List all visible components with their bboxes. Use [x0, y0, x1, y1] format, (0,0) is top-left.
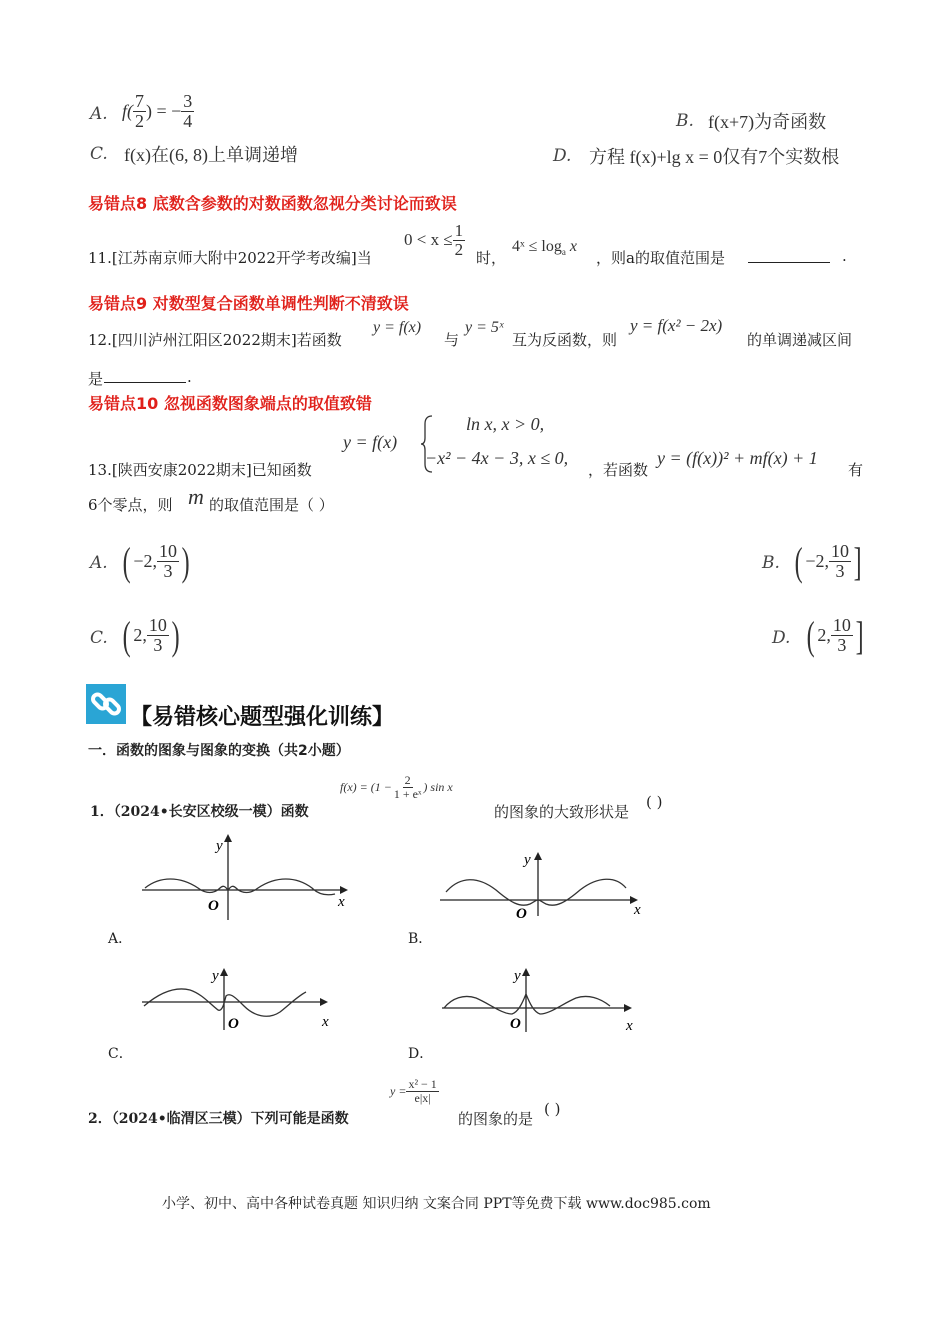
paren-open: ( — [806, 613, 815, 658]
p1-answer-paren[interactable]: ( ) — [646, 793, 663, 811]
p1-func-fraction — [392, 774, 424, 800]
graph-b[interactable] — [438, 848, 648, 918]
y-arrow-icon — [220, 968, 228, 976]
x-arrow-icon — [320, 998, 328, 1006]
q13-line2: 6个零点，则 — [88, 496, 173, 514]
interval-fraction — [157, 542, 179, 581]
q11-ineq-x: x — [565, 238, 577, 255]
q11-condition — [404, 222, 465, 259]
y-arrow-icon — [534, 852, 542, 860]
bracket-close: ] — [853, 539, 862, 584]
q11-cond-fraction — [453, 222, 466, 259]
q13-m: m — [188, 484, 204, 509]
q13-option-a-label: A. — [90, 553, 108, 573]
option-a-expression — [122, 92, 194, 131]
bracket-close: ] — [855, 613, 864, 658]
q13-suffix: 有 — [848, 461, 864, 479]
origin-label: O — [516, 906, 527, 918]
origin-label: O — [208, 898, 219, 914]
q11-end: . — [842, 247, 847, 265]
p1-suffix: 的图象的大致形状是 — [494, 803, 630, 821]
option-a-expr-mid: ) = − — [146, 100, 182, 121]
q12-suffix: 的单调递减区间 — [747, 331, 853, 349]
option-a-expr-pre: f( — [122, 100, 133, 121]
q13-option-d-interval — [804, 612, 866, 659]
q11-answer-blank[interactable] — [748, 262, 830, 263]
paren-open: ( — [122, 613, 131, 658]
p2-prefix: 2．（2024•临渭区三模）下列可能是函数 — [88, 1111, 349, 1127]
frac-num: 7 — [135, 91, 144, 111]
q11-suffix: ，则a的取值范围是 — [596, 249, 725, 267]
p2-answer-paren[interactable]: ( ) — [544, 1100, 561, 1118]
frac-den: 3 — [837, 635, 847, 655]
graph-c-label: C． — [108, 1046, 133, 1062]
y-arrow-icon — [522, 968, 530, 976]
x-label: x — [634, 902, 641, 918]
curve — [446, 879, 626, 905]
interval-left: 2, — [133, 625, 147, 645]
frac-num: x² − 1 — [408, 1077, 437, 1091]
q11-cond-pre: 0 < x ≤ — [404, 230, 453, 250]
q12-line2-prefix: 是 — [88, 370, 104, 388]
p2-func-pre: y = — [390, 1083, 407, 1098]
q11-mid: 时， — [476, 249, 507, 267]
y-label: y — [514, 968, 521, 984]
frac-den: 1 + eˣ — [393, 786, 422, 801]
y-arrow-icon — [224, 834, 232, 842]
interval-fraction — [829, 542, 851, 581]
interval-left: −2, — [805, 551, 829, 571]
q13-case-1: ln x, x > 0, — [466, 414, 545, 434]
p2-func-fraction — [406, 1078, 438, 1104]
link-icon — [86, 684, 126, 724]
origin-label: O — [228, 1016, 239, 1032]
q12-func-composite: y = f(x² − 2x) — [630, 316, 723, 335]
option-b-label: B. — [676, 111, 694, 131]
page-footer: 小学、初中、高中各种试卷真题 知识归纳 文案合同 PPT等免费下载 www.doc985.com — [162, 1196, 711, 1212]
paren-open: ( — [122, 539, 131, 584]
option-c-label: C. — [90, 144, 108, 164]
frac-den: e|x| — [414, 1090, 431, 1105]
x-label: x — [626, 1018, 633, 1034]
q13-option-d-label: D. — [772, 628, 791, 648]
frac-num: 1 — [454, 221, 464, 240]
p2-suffix: 的图象的是 — [458, 1110, 534, 1128]
graph-d-label: D． — [408, 1046, 434, 1062]
heading-error-point-8: 易错点8 底数含参数的对数函数忽视分类讨论而致误 — [88, 194, 457, 213]
q13-func-lhs: y = f(x) — [343, 432, 398, 452]
q12-prefix: 12.[四川泸州江阳区2022期末]若函数 — [88, 331, 342, 349]
frac-num: 10 — [832, 615, 851, 636]
q12-func-5x: y = 5ˣ — [465, 319, 504, 336]
q11-inequality — [512, 238, 577, 257]
interval-fraction — [147, 616, 169, 655]
option-c-text: f(x)在(6, 8)上单调递增 — [124, 145, 298, 165]
option-d-text: 方程 f(x)+lg x = 0仅有7个实数根 — [589, 147, 840, 167]
q13-prefix: 13.[陕西安康2022期末]已知函数 — [88, 461, 312, 479]
option-a-rhs-fraction — [181, 92, 194, 131]
x-label: x — [322, 1014, 329, 1030]
paren-close: ) — [181, 539, 190, 584]
origin-label: O — [510, 1016, 521, 1032]
x-arrow-icon — [340, 886, 348, 894]
paren-open: ( — [794, 539, 803, 584]
q11-ineq: 4ˣ ≤ log — [512, 238, 562, 255]
graph-a[interactable] — [140, 828, 360, 922]
frac-den: 3 — [835, 561, 845, 581]
q12-with: 与 — [444, 331, 460, 349]
q13-g-func: y = (f(x))² + mf(x) + 1 — [657, 448, 818, 468]
core-training-title: 【易错核心题型强化训练】 — [130, 705, 395, 730]
option-b-text: f(x+7)为奇函数 — [708, 112, 827, 132]
q12-line2-end: . — [187, 368, 192, 386]
frac-den: 2 — [454, 239, 464, 259]
p2-function — [390, 1078, 439, 1104]
graph-a-label: A． — [108, 931, 133, 947]
q12-func-f: y = f(x) — [373, 319, 422, 336]
q11-ineq-sub: a — [561, 247, 566, 258]
curve — [145, 879, 335, 895]
p1-function — [340, 774, 453, 800]
heading-error-point-9: 易错点9 对数型复合函数单调性判断不清致误 — [88, 294, 409, 313]
q13-comma: ，若函数 — [588, 461, 649, 479]
interval-left: −2, — [133, 551, 157, 571]
frac-num: 2 — [404, 773, 411, 787]
interval-left: 2, — [817, 625, 831, 645]
frac-den: 4 — [183, 110, 193, 131]
q13-option-c-label: C. — [90, 628, 108, 648]
q13-option-b-label: B. — [762, 553, 780, 573]
frac-den: 3 — [163, 561, 173, 581]
p1-prefix: 1．（2024•长安区校级一模）函数 — [90, 804, 309, 820]
option-a-fraction — [133, 92, 146, 131]
frac-den: 3 — [153, 635, 163, 655]
frac-num: 10 — [148, 615, 167, 636]
heading-error-point-10: 易错点10 忽视函数图象端点的取值致错 — [88, 394, 372, 413]
graph-d[interactable] — [440, 964, 640, 1034]
y-label: y — [212, 968, 219, 984]
frac-num: 10 — [830, 541, 849, 562]
paren-close: ) — [171, 613, 180, 658]
q13-option-b-interval — [792, 538, 864, 585]
x-label: x — [338, 894, 345, 910]
curve — [444, 994, 610, 1014]
interval-fraction — [831, 616, 853, 655]
section-1-title: 一．函数的图象与图象的变换（共2小题） — [88, 743, 350, 759]
q12-mid: 互为反函数，则 — [512, 331, 618, 349]
q13-case-2: −x² − 4x − 3, x ≤ 0, — [425, 448, 569, 468]
q11-prefix: 11.[江苏南京师大附中2022开学考改编]当 — [88, 249, 372, 267]
option-d-label: D. — [553, 146, 572, 166]
q12-answer-blank[interactable] — [104, 382, 186, 383]
x-arrow-icon — [624, 1004, 632, 1012]
frac-num: 3 — [183, 91, 193, 111]
q13-line2-suffix: 的取值范围是（ ） — [209, 496, 334, 514]
p1-func-post: ) sin x — [423, 779, 453, 794]
graph-c[interactable] — [140, 964, 340, 1034]
y-label: y — [216, 838, 223, 854]
q13-option-a-interval — [120, 538, 192, 585]
frac-num: 10 — [158, 541, 177, 562]
option-a-label: A. — [90, 104, 108, 124]
frac-den: 2 — [135, 110, 144, 131]
q13-option-c-interval — [120, 612, 182, 659]
graph-b-label: B． — [408, 931, 433, 947]
p1-func-pre: f(x) = (1 − — [340, 779, 392, 794]
y-label: y — [524, 852, 531, 868]
